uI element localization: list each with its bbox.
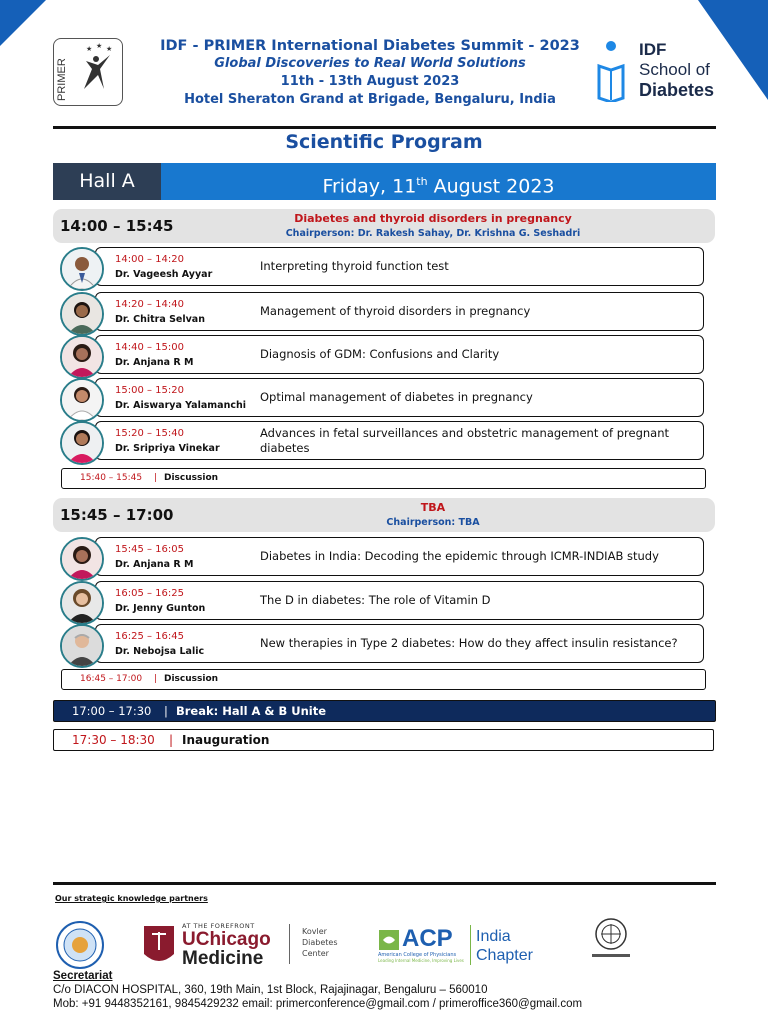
talk-row <box>60 335 704 374</box>
event-dates: 11th - 13th August 2023 <box>280 74 460 89</box>
event-tagline: Global Discoveries to Real World Solutions <box>214 56 526 71</box>
secretariat-contact: Mob: +91 9448352161, 9845429232 email: primerconference@gmail.com / primeroffice360@gmail.com <box>53 998 583 1010</box>
talk-row <box>60 378 704 417</box>
speaker-photo <box>60 247 104 291</box>
session-chairperson: Chairperson: TBA <box>386 517 480 528</box>
talk-row <box>60 292 704 331</box>
talk-row <box>60 581 704 620</box>
idf-school-of-diabetes-logo <box>595 38 725 102</box>
talk-time: 15:20 – 15:40 <box>115 428 184 439</box>
uchicago-name: UChicago <box>182 929 271 950</box>
session-title: Diabetes and thyroid disorders in pregnancy <box>294 212 572 225</box>
discussion-time: 15:40 – 15:45 <box>80 473 143 483</box>
program-title: Scientific Program <box>285 131 483 153</box>
talk-time: 16:25 – 16:45 <box>115 631 184 642</box>
discussion-row <box>61 468 706 489</box>
acp-india-chapter-logo <box>378 925 558 969</box>
svg-text:★: ★ <box>86 45 93 53</box>
break-label: Break: Hall A & B Unite <box>176 704 326 718</box>
separator: | <box>154 674 158 684</box>
primer-logo-text: PRIMER <box>56 58 68 101</box>
partner-seal-logo <box>55 920 105 970</box>
talk-time: 14:20 – 14:40 <box>115 299 184 310</box>
idf-logo-line2: School of <box>639 60 710 79</box>
speaker-photo <box>60 421 104 465</box>
talk-time: 14:00 – 14:20 <box>115 254 184 265</box>
discussion-row <box>61 669 706 690</box>
break-time: 17:00 – 17:30 <box>72 704 152 718</box>
kovler-line2: Diabetes <box>302 938 338 947</box>
session-header <box>53 209 715 243</box>
session-title: TBA <box>420 501 446 514</box>
primer-logo <box>53 38 123 106</box>
speaker-photo <box>60 624 104 668</box>
uchicago-medicine-logo <box>142 922 342 970</box>
talk-time: 15:00 – 15:20 <box>115 385 184 396</box>
discussion-label: Discussion <box>164 473 219 483</box>
discussion-label: Discussion <box>164 674 219 684</box>
inauguration-time: 17:30 – 18:30 <box>72 733 155 747</box>
svg-text:★: ★ <box>106 45 113 53</box>
hall-label: Hall A <box>53 163 161 200</box>
speaker-name: Dr. Sripriya Vinekar <box>115 443 220 454</box>
acp-chapter-line1: India <box>476 928 511 945</box>
footer <box>53 969 582 1011</box>
talk-row <box>60 247 704 286</box>
hall-day-bar <box>53 163 716 200</box>
speaker-photo <box>60 378 104 422</box>
break-row <box>53 700 716 722</box>
separator: | <box>164 704 168 718</box>
separator: | <box>154 473 158 483</box>
discussion-time: 16:45 – 17:00 <box>80 674 143 684</box>
speaker-photo <box>60 292 104 336</box>
acp-name: ACP <box>402 925 453 952</box>
session-time: 15:45 – 17:00 <box>60 506 174 524</box>
event-venue: Hotel Sheraton Grand at Brigade, Bengaluru, India <box>184 92 556 107</box>
footer-divider <box>53 882 716 885</box>
speaker-photo <box>60 335 104 379</box>
speaker-name: Dr. Aiswarya Yalamanchi <box>115 400 246 411</box>
talk-topic: Advances in fetal surveillances and obstetric management of pregnant diabetes <box>260 425 670 455</box>
idf-logo-line3: Diabetes <box>639 80 715 100</box>
speaker-name: Dr. Nebojsa Lalic <box>115 646 205 657</box>
acp-subtitle: American College of Physicians <box>378 952 457 958</box>
idf-logo-line1: IDF <box>639 40 667 59</box>
acp-tagline: Leading Internal Medicine, Improving Lives <box>378 958 464 963</box>
session-chairperson: Chairperson: Dr. Rakesh Sahay, Dr. Krishna G. Seshadri <box>285 228 581 239</box>
talk-row <box>60 624 704 663</box>
speaker-photo <box>60 537 104 581</box>
header-divider <box>53 126 716 129</box>
svg-text:★: ★ <box>96 42 103 50</box>
separator: | <box>169 733 174 747</box>
secretariat-label: Secretariat <box>53 970 113 982</box>
talk-row <box>60 421 704 460</box>
talk-topic: Optimal management of diabetes in pregnancy <box>260 390 533 404</box>
talk-time: 15:45 – 16:05 <box>115 544 184 555</box>
speaker-name: Dr. Anjana R M <box>115 357 194 368</box>
talk-topic: The D in diabetes: The role of Vitamin D <box>260 593 491 607</box>
kovler-line3: Center <box>302 949 329 958</box>
kovler-line1: Kovler <box>302 927 327 936</box>
acp-chapter-line2: Chapter <box>476 947 533 964</box>
talk-topic: Diabetes in India: Decoding the epidemic through ICMR-INDIAB study <box>260 549 659 563</box>
emblem-logo <box>584 916 638 962</box>
speaker-name: Dr. Jenny Gunton <box>115 603 206 614</box>
corner-decoration-left <box>0 0 46 46</box>
inauguration-label: Inauguration <box>182 733 270 747</box>
secretariat-address: C/o DIACON HOSPITAL, 360, 19th Main, 1st Block, Rajajinagar, Bengaluru – 560010 <box>53 984 488 996</box>
talk-topic: Diagnosis of GDM: Confusions and Clarity <box>260 347 500 361</box>
talk-topic: New therapies in Type 2 diabetes: How do they affect insulin resistance? <box>260 636 678 650</box>
talk-row <box>60 537 704 576</box>
session-header <box>53 498 715 532</box>
speaker-name: Dr. Vageesh Ayyar <box>115 269 213 280</box>
speaker-name: Dr. Anjana R M <box>115 559 194 570</box>
session-time: 14:00 – 15:45 <box>60 217 174 235</box>
partners-label: Our strategic knowledge partners <box>55 894 208 903</box>
inauguration-row <box>53 729 714 751</box>
speaker-name: Dr. Chitra Selvan <box>115 314 205 325</box>
talk-topic: Management of thyroid disorders in pregnancy <box>260 304 531 318</box>
uchicago-medicine-text: Medicine <box>182 948 264 969</box>
uchicago-small-text: AT THE FOREFRONT <box>182 922 255 930</box>
talk-time: 16:05 – 16:25 <box>115 588 184 599</box>
event-header <box>140 37 600 109</box>
talk-time: 14:40 – 15:00 <box>115 342 184 353</box>
speaker-photo <box>60 581 104 625</box>
talk-topic: Interpreting thyroid function test <box>260 259 449 273</box>
day-label: Friday, 11th August 2023 <box>322 175 555 198</box>
event-title: IDF - PRIMER International Diabetes Summit - 2023 <box>160 38 580 54</box>
